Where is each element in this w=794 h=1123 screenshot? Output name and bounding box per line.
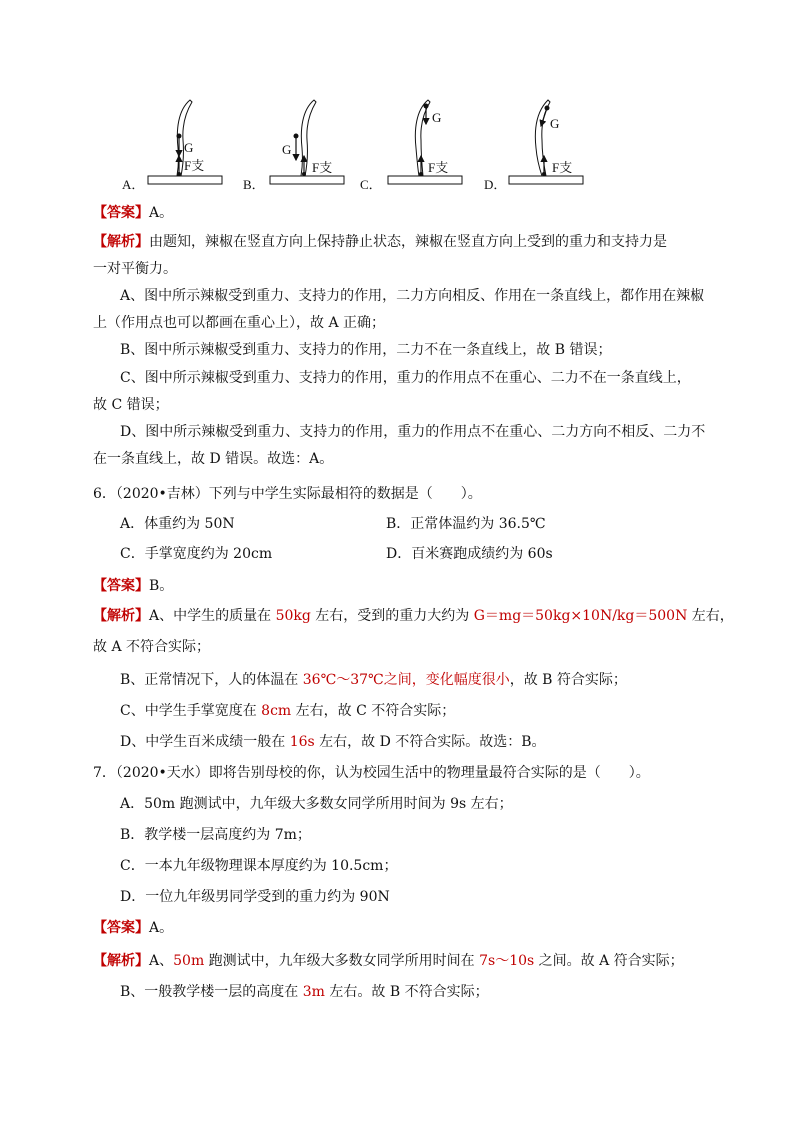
q5-opt-a-1: A、图中所示辣椒受到重力、支持力的作用，二力方向相反、作用在一条直线上，都作用在辣椒 <box>120 288 705 304</box>
answer-value: A。 <box>149 205 174 221</box>
support-label-b: F支 <box>312 160 333 175</box>
q6-analysis-d: D、中学生百米成绩一般在 16s 左右，故 D 不符合实际。故选：B。 <box>120 734 546 750</box>
answer-tag: 【答案】 <box>93 205 149 221</box>
force-diagrams-svg <box>0 90 794 200</box>
support-label-a: F支 <box>184 158 205 173</box>
q7-option-d: D．一位九年级男同学受到的重力约为 90N <box>120 889 390 905</box>
q5-analysis-intro-cont: 一对平衡力。 <box>93 261 177 277</box>
q7-option-b: B．教学楼一层高度约为 7m； <box>120 827 311 843</box>
q7-answer <box>93 918 173 938</box>
diagram-b <box>243 100 344 192</box>
q5-opt-c-2: 故 C 错误； <box>93 397 169 413</box>
q7-analysis-b: B、一般教学楼一层的高度在 3m 左右。故 B 不符合实际； <box>120 984 489 1000</box>
gravity-label-b: G <box>282 142 292 157</box>
q7-option-c: C．一本九年级物理课本厚度约为 10.5cm； <box>120 858 398 874</box>
diagram-d <box>484 100 583 192</box>
answer-value: B。 <box>149 578 174 594</box>
q6-option-d: D．百米赛跑成绩约为 60s <box>386 546 553 562</box>
q7-analysis-a: 【解析】A、50m 跑测试中，九年级大多数女同学所用时间在 7s～10s 之间。故 A 符合实际； <box>93 953 684 969</box>
q5-opt-b-1: B、图中所示辣椒受到重力、支持力的作用，二力不在一条直线上，故 B 错误； <box>120 342 612 358</box>
q7-option-a: A．50m 跑测试中，九年级大多数女同学所用时间为 9s 左右； <box>120 796 513 812</box>
force-diagram-figure <box>0 90 794 200</box>
answer-tag: 【答案】 <box>93 578 149 594</box>
support-label-d: F支 <box>552 160 573 175</box>
q5-opt-d-2: 在一条直线上，故 D 错误。故选：A。 <box>93 451 334 467</box>
q6-stem: 6．（2020•吉林）下列与中学生实际最相符的数据是（ ）。 <box>93 486 482 502</box>
q6-analysis-a-2: 故 A 不符合实际； <box>93 639 211 655</box>
diagram-c <box>360 100 462 192</box>
gravity-label-c: G <box>432 110 442 125</box>
q5-opt-a-2: 上（作用点也可以都画在重心上），故 A 正确； <box>93 315 386 331</box>
q6-answer <box>93 576 173 596</box>
analysis-text: 由题知，辣椒在竖直方向上保持静止状态，辣椒在竖直方向上受到的重力和支持力是 <box>149 234 667 250</box>
option-label-a: A． <box>122 177 145 192</box>
q5-opt-d-1: D、图中所示辣椒受到重力、支持力的作用，重力的作用点不在重心、二力方向不相反、二力不 <box>120 424 706 440</box>
q7-stem: 7．（2020•天水）即将告别母校的你，认为校园生活中的物理量最符合实际的是（ ）。 <box>93 765 650 781</box>
answer-tag: 【答案】 <box>93 920 149 936</box>
q6-option-a: A．体重约为 50N <box>120 516 235 532</box>
answer-value: A。 <box>149 920 174 936</box>
q6-option-b: B．正常体温约为 36.5℃ <box>386 516 546 532</box>
q6-analysis-a-1: 【解析】A、中学生的质量在 50kg 左右，受到的重力大约为 G＝mg＝50kg×10N/kg＝500N 左右， <box>93 608 734 624</box>
q6-analysis-b: B、正常情况下，人的体温在 36℃～37℃之间，变化幅度很小，故 B 符合实际； <box>120 672 627 688</box>
gravity-label-d: G <box>550 116 560 131</box>
q6-analysis-c: C、中学生手掌宽度在 8cm 左右，故 C 不符合实际； <box>120 703 456 719</box>
q5-answer <box>93 203 173 223</box>
table-c <box>388 176 462 184</box>
option-label-b: B． <box>243 177 265 192</box>
option-label-d: D． <box>484 177 507 192</box>
analysis-tag: 【解析】 <box>93 953 149 969</box>
analysis-tag: 【解析】 <box>93 234 149 250</box>
support-label-c: F支 <box>428 160 449 175</box>
chili-d <box>535 100 550 176</box>
gravity-label-a: G <box>184 140 194 155</box>
table-b <box>270 176 344 184</box>
option-label-c: C． <box>360 177 382 192</box>
q5-opt-c-1: C、图中所示辣椒受到重力、支持力的作用，重力的作用点不在重心、二力不在一条直线上， <box>120 370 691 386</box>
table-d <box>509 176 583 184</box>
analysis-tag: 【解析】 <box>93 608 149 624</box>
q5-analysis-intro <box>93 232 667 252</box>
q6-option-c: C．手掌宽度约为 20cm <box>120 546 273 562</box>
table-a <box>148 176 222 184</box>
diagram-a <box>122 100 222 192</box>
